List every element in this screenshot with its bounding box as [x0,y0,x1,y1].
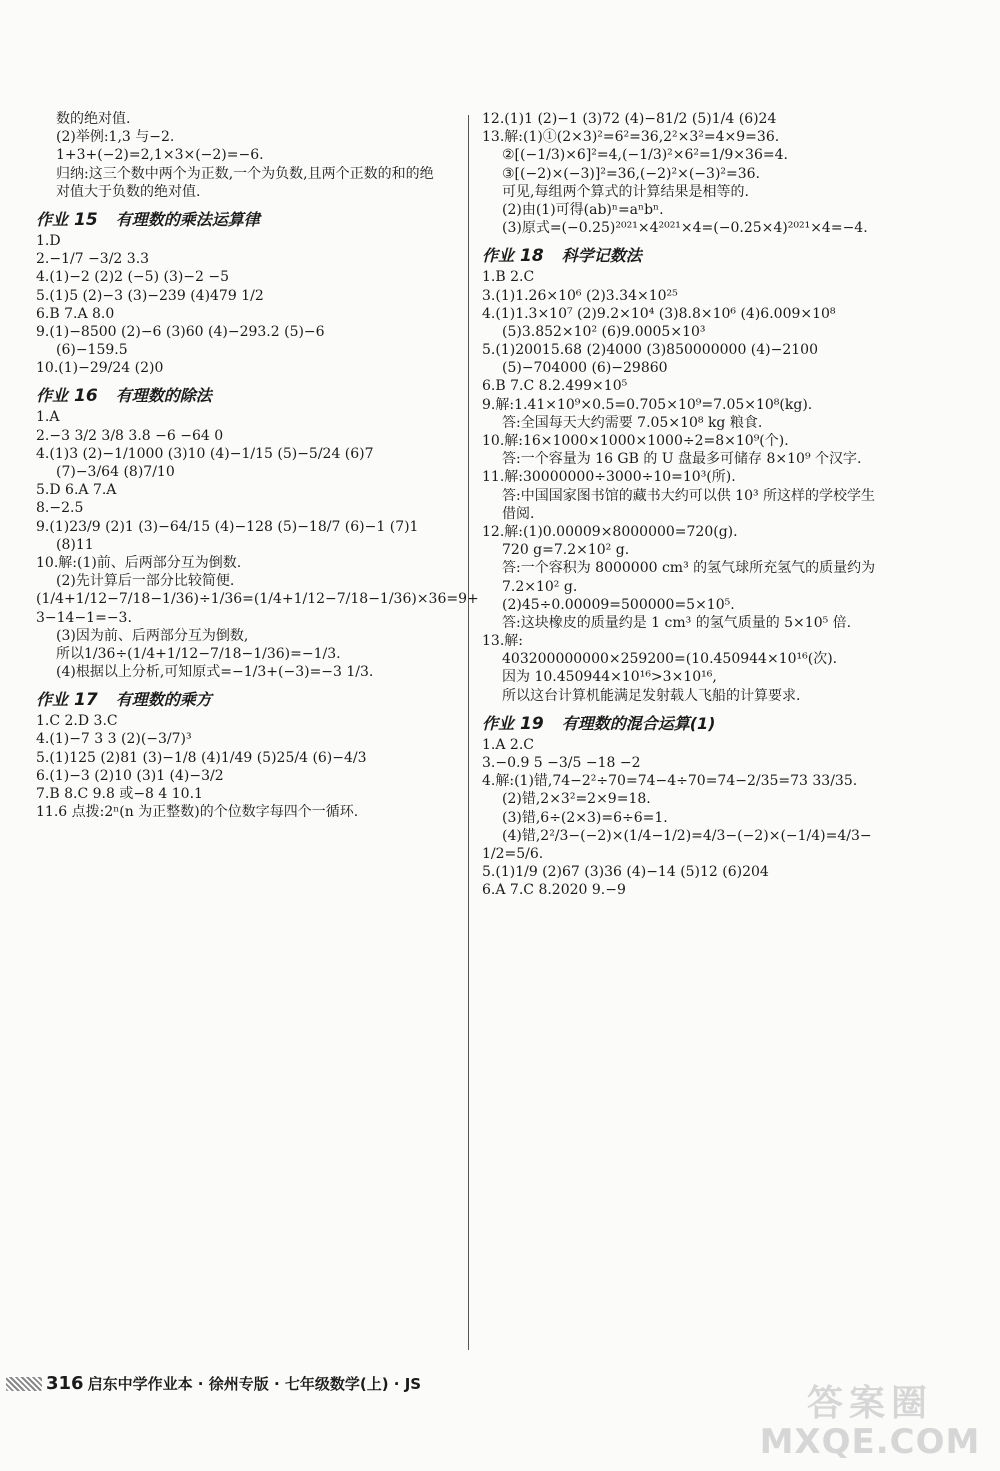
heading-title: 有理数的乘方 [115,690,212,710]
answer-line: ②[(−1/3)×6]²=4,(−1/3)²×6²=1/9×36=4. [502,147,788,164]
text-line: (2)举例:1,3 与−2. [56,129,175,146]
heading-number: 17 [74,690,98,711]
answer-line: 6.B 7.C 8.2.499×10⁵ [482,378,628,395]
answer-line: (2)错,2×3²=2×9=18. [502,791,651,808]
answer-line: 5.(1)5 (2)−3 (3)−239 (4)479 1/2 [36,287,264,304]
answer-line: (4)根据以上分析,可知原式=−1/3+(−3)=−3 1/3. [56,664,374,681]
answer-line: (8)11 [56,536,94,553]
heading-prefix: 作业 [482,246,515,266]
answer-line: 1.A [36,409,60,426]
answer-line: 3.−0.9 5 −3/5 −18 −2 [482,755,641,771]
heading-number: 18 [520,246,544,267]
answer-line: 借阅. [502,505,535,522]
answer-line: 1.D [36,232,61,249]
watermark-logo-text: 答案圈 [806,1383,933,1424]
section-heading-18 [482,243,927,266]
answer-line: (3)原式=(−0.25)²⁰²¹×4²⁰²¹×4=(−0.25×4)²⁰²¹×4=−4. [502,220,868,237]
answer-line: 4.(1)3 (2)−1/1000 (3)10 (4)−1/15 (5)−5/24 (6)7 [36,445,374,462]
answer-line: ③[(−2)×(−3)]²=36,(−2)²×(−3)²=36. [502,165,761,182]
answer-line: 答:一个容量为 16 GB 的 U 盘最多可储存 8×10⁹ 个汉字. [502,451,862,468]
heading-title: 有理数的除法 [115,386,212,406]
answer-line: 5.(1)20015.68 (2)4000 (3)850000000 (4)−2100 [482,342,818,359]
answer-line: 4.(1)−7 3 3 (2)(−3/7)³ [36,731,192,748]
answer-line: (2)先计算后一部分比较简便. [56,573,235,590]
answer-line: 13.解:(1)①(2×3)²=6²=36,2²×3²=4×9=36. [482,129,780,146]
heading-prefix: 作业 [482,713,515,733]
answer-line: 12.解:(1)0.00009×8000000=720(g). [482,523,738,540]
answer-line: 6.A 7.C 8.2020 9.−9 [482,882,626,899]
answer-line: 6.B 7.A 8.0 [36,305,115,322]
answer-line: 720 g=7.2×10² g. [502,542,630,559]
answer-line: 11.6 点拨:2ⁿ(n 为正整数)的个位数字每四个一循环. [36,804,359,821]
answer-line: 5.(1)1/9 (2)67 (3)36 (4)−14 (5)12 (6)204 [482,864,769,881]
answer-line: 10.(1)−29/24 (2)0 [36,360,164,377]
answer-line: (5)−704000 (6)−29860 [502,360,668,377]
answer-line: 4.解:(1)错,74−2²÷70=74−4÷70=74−2/35=73 33/35. [482,773,858,790]
heading-title: 有理数的混合运算(1) [561,713,716,733]
section-heading-17 [36,687,481,710]
heading-number: 16 [74,386,98,407]
text-line: 对值大于负数的绝对值. [56,183,201,200]
answer-line: 5.D 6.A 7.A [36,482,117,499]
book-title: 启东中学作业本 · 徐州专版 · 七年级数学(上) · JS [87,1375,422,1393]
answer-line: 3−14−1=−3. [36,609,132,626]
answer-line: 所以1/36÷(1/4+1/12−7/18−1/36)=−1/3. [56,645,341,662]
answer-line: 答:一个容积为 8000000 cm³ 的氢气球所充氢气的质量约为 [502,560,876,577]
answer-line: 答:全国每天大约需要 7.05×10⁸ kg 粮食. [502,414,763,431]
section-heading-16 [36,383,481,406]
answer-line: 1.B 2.C [482,269,535,286]
answer-line: 2.−1/7 −3/2 3.3 [36,251,150,268]
answer-line: 12.(1)1 (2)−1 (3)72 (4)−81/2 (5)1/4 (6)24 [482,111,777,127]
footer-pattern-icon [6,1377,42,1391]
heading-number: 19 [520,713,544,734]
answer-line: 403200000000×259200=(10.450944×10¹⁶(次). [502,651,838,668]
answer-line: 7.B 8.C 9.8 或−8 4 10.1 [36,786,203,802]
answer-line: 13.解: [482,633,523,650]
answer-line: (5)3.852×10² (6)9.0005×10³ [502,323,706,340]
answer-line: 答:中国国家图书馆的藏书大约可以供 10³ 所这样的学校学生 [502,487,876,504]
answer-line: 10.解:(1)前、后两部分互为倒数. [36,554,242,571]
answer-line: 9.解:1.41×10⁹×0.5=0.705×10⁹=7.05×10⁸(kg). [482,396,813,413]
answer-line: (4)错,2²/3−(−2)×(1/4−1/2)=4/3−(−2)×(−1/4)=4/3− [502,827,872,844]
text-line: 数的绝对值. [56,111,131,127]
answer-line: 1.C 2.D 3.C [36,713,118,730]
answer-line: 1.A 2.C [482,736,534,753]
answer-line: (6)−159.5 [56,342,128,359]
right-column [482,110,927,900]
heading-prefix: 作业 [36,690,69,710]
answer-line: 4.(1)1.3×10⁷ (2)9.2×10⁴ (3)8.8×10⁶ (4)6.009×10⁸ [482,305,836,322]
answer-line: 因为 10.450944×10¹⁶>3×10¹⁶, [502,669,717,686]
answer-line: 9.(1)23/9 (2)1 (3)−64/15 (4)−128 (5)−18/7 (6)−1 (7)1 [36,518,419,535]
answer-line: 11.解:30000000÷3000÷10=10³(所). [482,469,736,486]
answer-line: 所以这台计算机能满足发射载人飞船的计算要求. [502,687,801,704]
section-heading-15 [36,207,481,230]
text-line: 1+3+(−2)=2,1×3×(−2)=−6. [56,147,264,164]
section-heading-19 [482,711,927,734]
heading-prefix: 作业 [36,209,69,229]
answer-line: 7.2×10² g. [502,578,578,595]
answer-line: 5.(1)125 (2)81 (3)−1/8 (4)1/49 (5)25/4 (6)−4/3 [36,749,367,766]
answer-line: (2)由(1)可得(ab)ⁿ=aⁿbⁿ. [502,201,664,218]
answer-line: (3)因为前、后两部分互为倒数, [56,627,249,644]
answer-line: 8.−2.5 [36,500,84,517]
left-column [36,110,481,821]
answer-line: (3)错,6÷(2×3)=6÷6=1. [502,809,668,826]
answer-line: (1/4+1/12−7/18−1/36)÷1/36=(1/4+1/12−7/18−1/36)×36=9+ [36,591,479,608]
answer-line: 答:这块橡皮的质量约是 1 cm³ 的氢气质量的 5×10⁵ 倍. [502,614,852,631]
heading-title: 有理数的乘法运算律 [115,209,260,229]
answer-line: (2)45÷0.00009=500000=5×10⁵. [502,596,735,613]
text-line: 归纳:这三个数中两个为正数,一个为负数,且两个正数的和的绝 [56,165,434,182]
watermark-logo [750,1375,990,1465]
answer-line: 6.(1)−3 (2)10 (3)1 (4)−3/2 [36,767,224,784]
heading-number: 15 [74,209,98,230]
page-number: 316 [46,1373,84,1394]
answer-line: 1/2=5/6. [482,845,544,862]
answer-line: 2.−3 3/2 3/8 3.8 −6 −64 0 [36,427,224,444]
answer-line: 3.(1)1.26×10⁶ (2)3.34×10²⁵ [482,287,678,304]
page-footer [6,1373,421,1394]
answer-line: 10.解:16×1000×1000×1000÷2=8×10⁹(个). [482,433,789,449]
heading-prefix: 作业 [36,386,69,406]
answer-line: (7)−3/64 (8)7/10 [56,464,175,480]
answer-line: 4.(1)−2 (2)2 (−5) (3)−2 −5 [36,269,230,286]
watermark-url: MXQE.COM [759,1422,981,1462]
answer-line: 9.(1)−8500 (2)−6 (3)60 (4)−293.2 (5)−6 [36,323,325,340]
heading-title: 科学记数法 [561,246,642,266]
answer-line: 可见,每组两个算式的计算结果是相等的. [502,183,749,200]
